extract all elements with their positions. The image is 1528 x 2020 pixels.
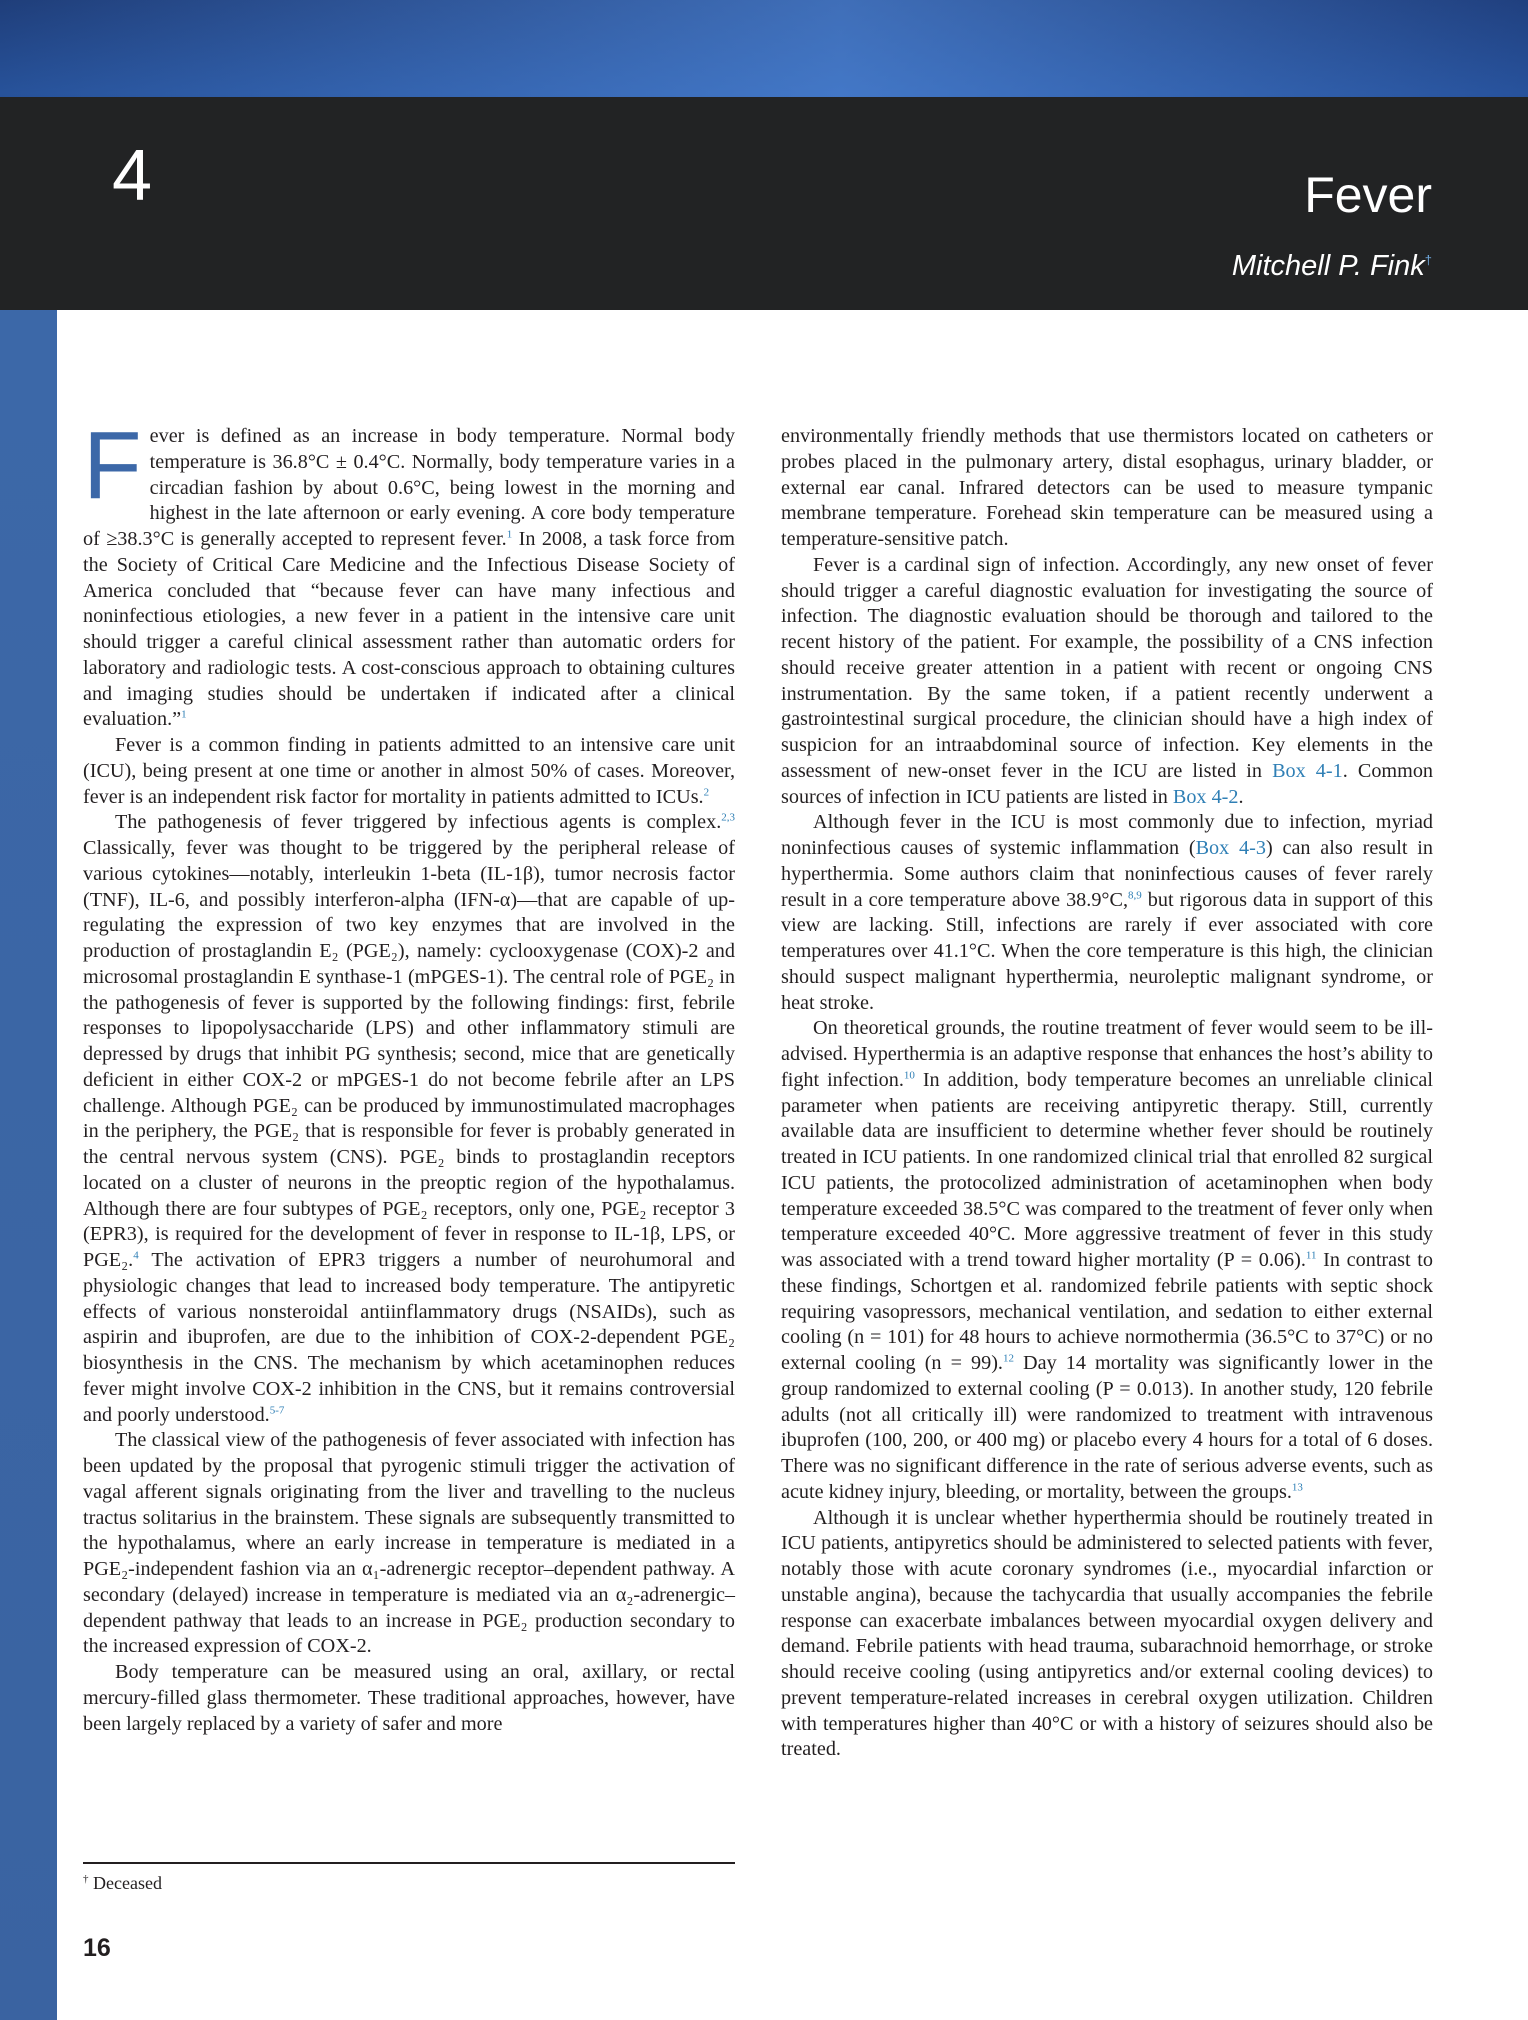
paragraph xyxy=(83,1660,735,1737)
text: In 2008, a task force from the Society of Critical Care Medicine and the Infectious Disease Society of America concluded that “because fever can have many infectious and noninfectious etiologies, a new fever in a patient in the intensive care unit should trigger a careful clinical assessment rather than automatic orders for laboratory and radiologic tests. A cost-conscious approach to obtaining cultures and imaging studies should be undertaken if indicated after a clinical evaluation.” xyxy=(83,528,735,731)
footnote xyxy=(83,1873,162,1894)
paragraph xyxy=(83,810,735,1428)
citation[interactable]: 11 xyxy=(1305,1249,1317,1262)
citation[interactable]: 1 xyxy=(506,528,513,541)
page-number: 16 xyxy=(83,1934,111,1962)
citation[interactable]: 1 xyxy=(181,708,187,721)
paragraph xyxy=(83,1428,735,1660)
header-gradient xyxy=(0,0,1528,97)
footnote-mark: † xyxy=(83,1873,89,1885)
citation[interactable]: 5-7 xyxy=(269,1403,285,1416)
chapter-title: Fever xyxy=(1304,167,1432,223)
text: In addition, body temperature becomes an unreliable clinical parameter when patients are receiving antipyretic therapy. Still, currently available data are insufficient to determine whether fever should be routinely treated in ICU patients. In one randomized clinical trial that enrolled 82 surgical ICU patients, the protocolized administration of acetaminophen when body temperature exceeded 38.5°C was compared to the treatment of fever only when temperature exceeded 40°C. More aggressive treatment of fever in this study was associated with a trend toward higher mortality (P = 0.06). xyxy=(781,1068,1433,1271)
text: Classically, fever was thought to be triggered by the peripheral release of various cytokines—notably, interleukin 1-beta (IL-1β), tumor necrosis factor (TNF), IL-6, and possibly interferon-alpha (IFN-α)—that are capable of up-regulating the expression of two key enzymes that are involved in the production of prostaglandin E₂ (PGE₂), namely: cyclooxygenase (COX)-2 and microsomal prostaglandin E synthase-1 (mPGES-1). The central role of PGE₂ in the pathogenesis of fever is supported by the following findings: first, febrile responses to lipopolysaccharide (LPS) and other inflammatory stimuli are depressed by drugs that inhibit PG synthesis; second, mice that are genetically deficient in either COX-2 or mPGES-1 do not become febrile after an LPS challenge. Although PGE₂ can be produced by immunostimulated macrophages in the periphery, the PGE₂ that is responsible for fever is probably generated in the central nervous system (CNS). PGE₂ binds to prostaglandin receptors located on a cluster of neurons in the preoptic region of the hypothalamus. Although there are four subtypes of PGE₂ receptors, only one, PGE₂ receptor 3 (EPR3), is required for the development of fever in response to IL-1β, LPS, or PGE₂. xyxy=(83,837,735,1271)
text: Day 14 mortality was significantly lower in the group randomized to external cooling (P = 0.013). In another study, 120 febrile adults (not all critically ill) were randomized to treatment with intravenous ibuprofen (100, 200, or 400 mg) or placebo every 4 hours for a total of 6 doses. There was no significant difference in the rate of serious adverse events, such as acute kidney injury, bleeding, or mortality, between the groups. xyxy=(781,1352,1433,1503)
text: The classical view of the pathogenesis of fever associated with infection has been updated by the proposal that pyrogenic stimuli trigger the activation of vagal afferent signals originating from the liver and travelling to the nucleus tractus solitarius in the brainstem. These signals are subsequently transmitted to the hypothalamus, where an early increase in temperature is mediated in a PGE₂-independent fashion via an α₁-adrenergic receptor–dependent pathway. A secondary (delayed) increase in temperature is mediated via an α₂-adrenergic–dependent pathway that leads to an increase in PGE₂ production secondary to the increased expression of COX-2. xyxy=(83,1429,735,1658)
paragraph xyxy=(781,424,1433,553)
citation[interactable]: 13 xyxy=(1291,1481,1303,1494)
paragraph xyxy=(781,1016,1433,1505)
paragraph xyxy=(781,553,1433,811)
text: ever is defined as an increase in body temperature. Normal body temperature is 36.8°C ± 0.4°C. Normally, body temperature varies in a circadian fashion by about 0.6°C, being lowest in the morning and highest in the late afternoon or early evening. A core body temperature of ≥38.3°C is generally accepted to represent fever. xyxy=(83,425,735,550)
text: Although fever in the ICU is most commonly due to infection, myriad noninfectious causes of systemic inflammation ( xyxy=(781,811,1433,859)
footnote-text: Deceased xyxy=(88,1873,162,1893)
text: ) can also result in hyperthermia. Some authors claim that noninfectious causes of fever rarely result in a core temperature above 38.9°C, xyxy=(781,837,1433,911)
citation[interactable]: 8,9 xyxy=(1128,888,1142,901)
text: . Common sources of infection in ICU patients are listed in xyxy=(781,759,1434,808)
author-mark: † xyxy=(1424,252,1432,268)
chapter-number: 4 xyxy=(112,136,153,216)
citation[interactable]: 2 xyxy=(703,785,710,798)
citation[interactable]: 10 xyxy=(903,1069,915,1082)
text: The pathogenesis of fever triggered by infectious agents is complex. xyxy=(115,811,722,834)
citation[interactable]: 2,3 xyxy=(721,811,735,824)
footnote-rule xyxy=(83,1862,735,1864)
paragraph xyxy=(781,810,1433,1016)
box-link[interactable]: Box 4-3 xyxy=(1195,837,1266,859)
box-link[interactable]: Box 4-2 xyxy=(1172,785,1239,808)
text: Although it is unclear whether hyperthermia should be routinely treated in ICU patients, antipyretics should be administered to selected patients with fever, notably those with acute coronary syndromes (i.e., myocardial infarction or unstable angina), because the tachycardia that usually accompanies the febrile response can exacerbate imbalances between myocardial oxygen delivery and demand. Febrile patients with head trauma, subarachnoid hemorrhage, or stroke should receive cooling (using antipyretics and/or external cooling devices) to prevent temperature-related increases in cerebral oxygen utilization. Children with temperatures higher than 40°C or with a history of seizures should also be treated. xyxy=(781,1506,1433,1761)
text: Fever is a common finding in patients admitted to an intensive care unit (ICU), being present at one time or another in almost 50% of cases. Moreover, fever is an independent risk factor for mortality in patients admitted to ICUs. xyxy=(83,734,735,808)
text: but rigorous data in support of this view are lacking. Still, infections are rarely if ever associated with core temperatures over 41.1°C. When the core temperature is this high, the clinician should suspect malignant hyperthermia, neuroleptic malignant syndrome, or heat stroke. xyxy=(781,888,1434,1014)
citation[interactable]: 4 xyxy=(133,1249,139,1262)
text: . xyxy=(1238,785,1244,808)
text: On theoretical grounds, the routine treatment of fever would seem to be ill-advised. Hyperthermia is an adaptive response that enhances the host’s ability to fight infection. xyxy=(781,1017,1433,1091)
right-column xyxy=(781,424,1433,1763)
author-name xyxy=(1232,252,1432,281)
box-link[interactable]: Box 4-1 xyxy=(1272,759,1343,782)
paragraph xyxy=(781,1506,1433,1764)
text: Body temperature can be measured using an oral, axillary, or rectal mercury-filled glass thermometer. These traditional approaches, however, have been largely replaced by a variety of safer and more xyxy=(83,1661,735,1735)
left-margin-bar xyxy=(0,310,57,2020)
text: In contrast to these findings, Schortgen et al. randomized febrile patients with septic shock requiring vasopressors, mechanical ventilation, and sedation to either external cooling (n = 101) for 48 hours to achieve normothermia (36.5°C to 37°C) or no external cooling (n = 99). xyxy=(781,1249,1433,1374)
text: environmentally friendly methods that use thermistors located on catheters or probes placed in the pulmonary artery, distal esophagus, urinary bladder, or external ear canal. Infrared detectors can be used to measure tympanic membrane temperature. Forehead skin temperature can be measured using a temperature-sensitive patch. xyxy=(781,425,1433,550)
paragraph xyxy=(83,412,735,733)
citation[interactable]: 12 xyxy=(1002,1352,1014,1365)
text: The activation of EPR3 triggers a number of neurohumoral and physiologic changes that lead to increased body temperature. The antipyretic effects of various nonsteroidal antiinflammatory drugs (NSAIDs), such as aspirin and ibuprofen, are due to the inhibition of COX-2-dependent PGE₂ biosynthesis in the CNS. The mechanism by which acetaminophen reduces fever might involve COX-2 inhibition in the CNS, but it remains controversial and poorly understood. xyxy=(83,1249,735,1426)
paragraph xyxy=(83,733,735,810)
drop-cap: F xyxy=(83,412,142,519)
author-text: Mitchell P. Fink xyxy=(1231,250,1425,282)
text: Fever is a cardinal sign of infection. Accordingly, any new onset of fever should trigger a careful diagnostic evaluation for investigating the source of infection. The diagnostic evaluation should be thorough and tailored to the recent history of the patient. For example, the possibility of a CNS infection should receive greater attention in a patient with recent or ongoing CNS instrumentation. By the same token, if a patient recently underwent a gastrointestinal surgical procedure, the clinician should have a high index of suspicion for an intraabdominal source of infection. Key elements in the assessment of new-onset fever in the ICU are listed in xyxy=(781,553,1433,782)
left-column xyxy=(83,412,735,1737)
